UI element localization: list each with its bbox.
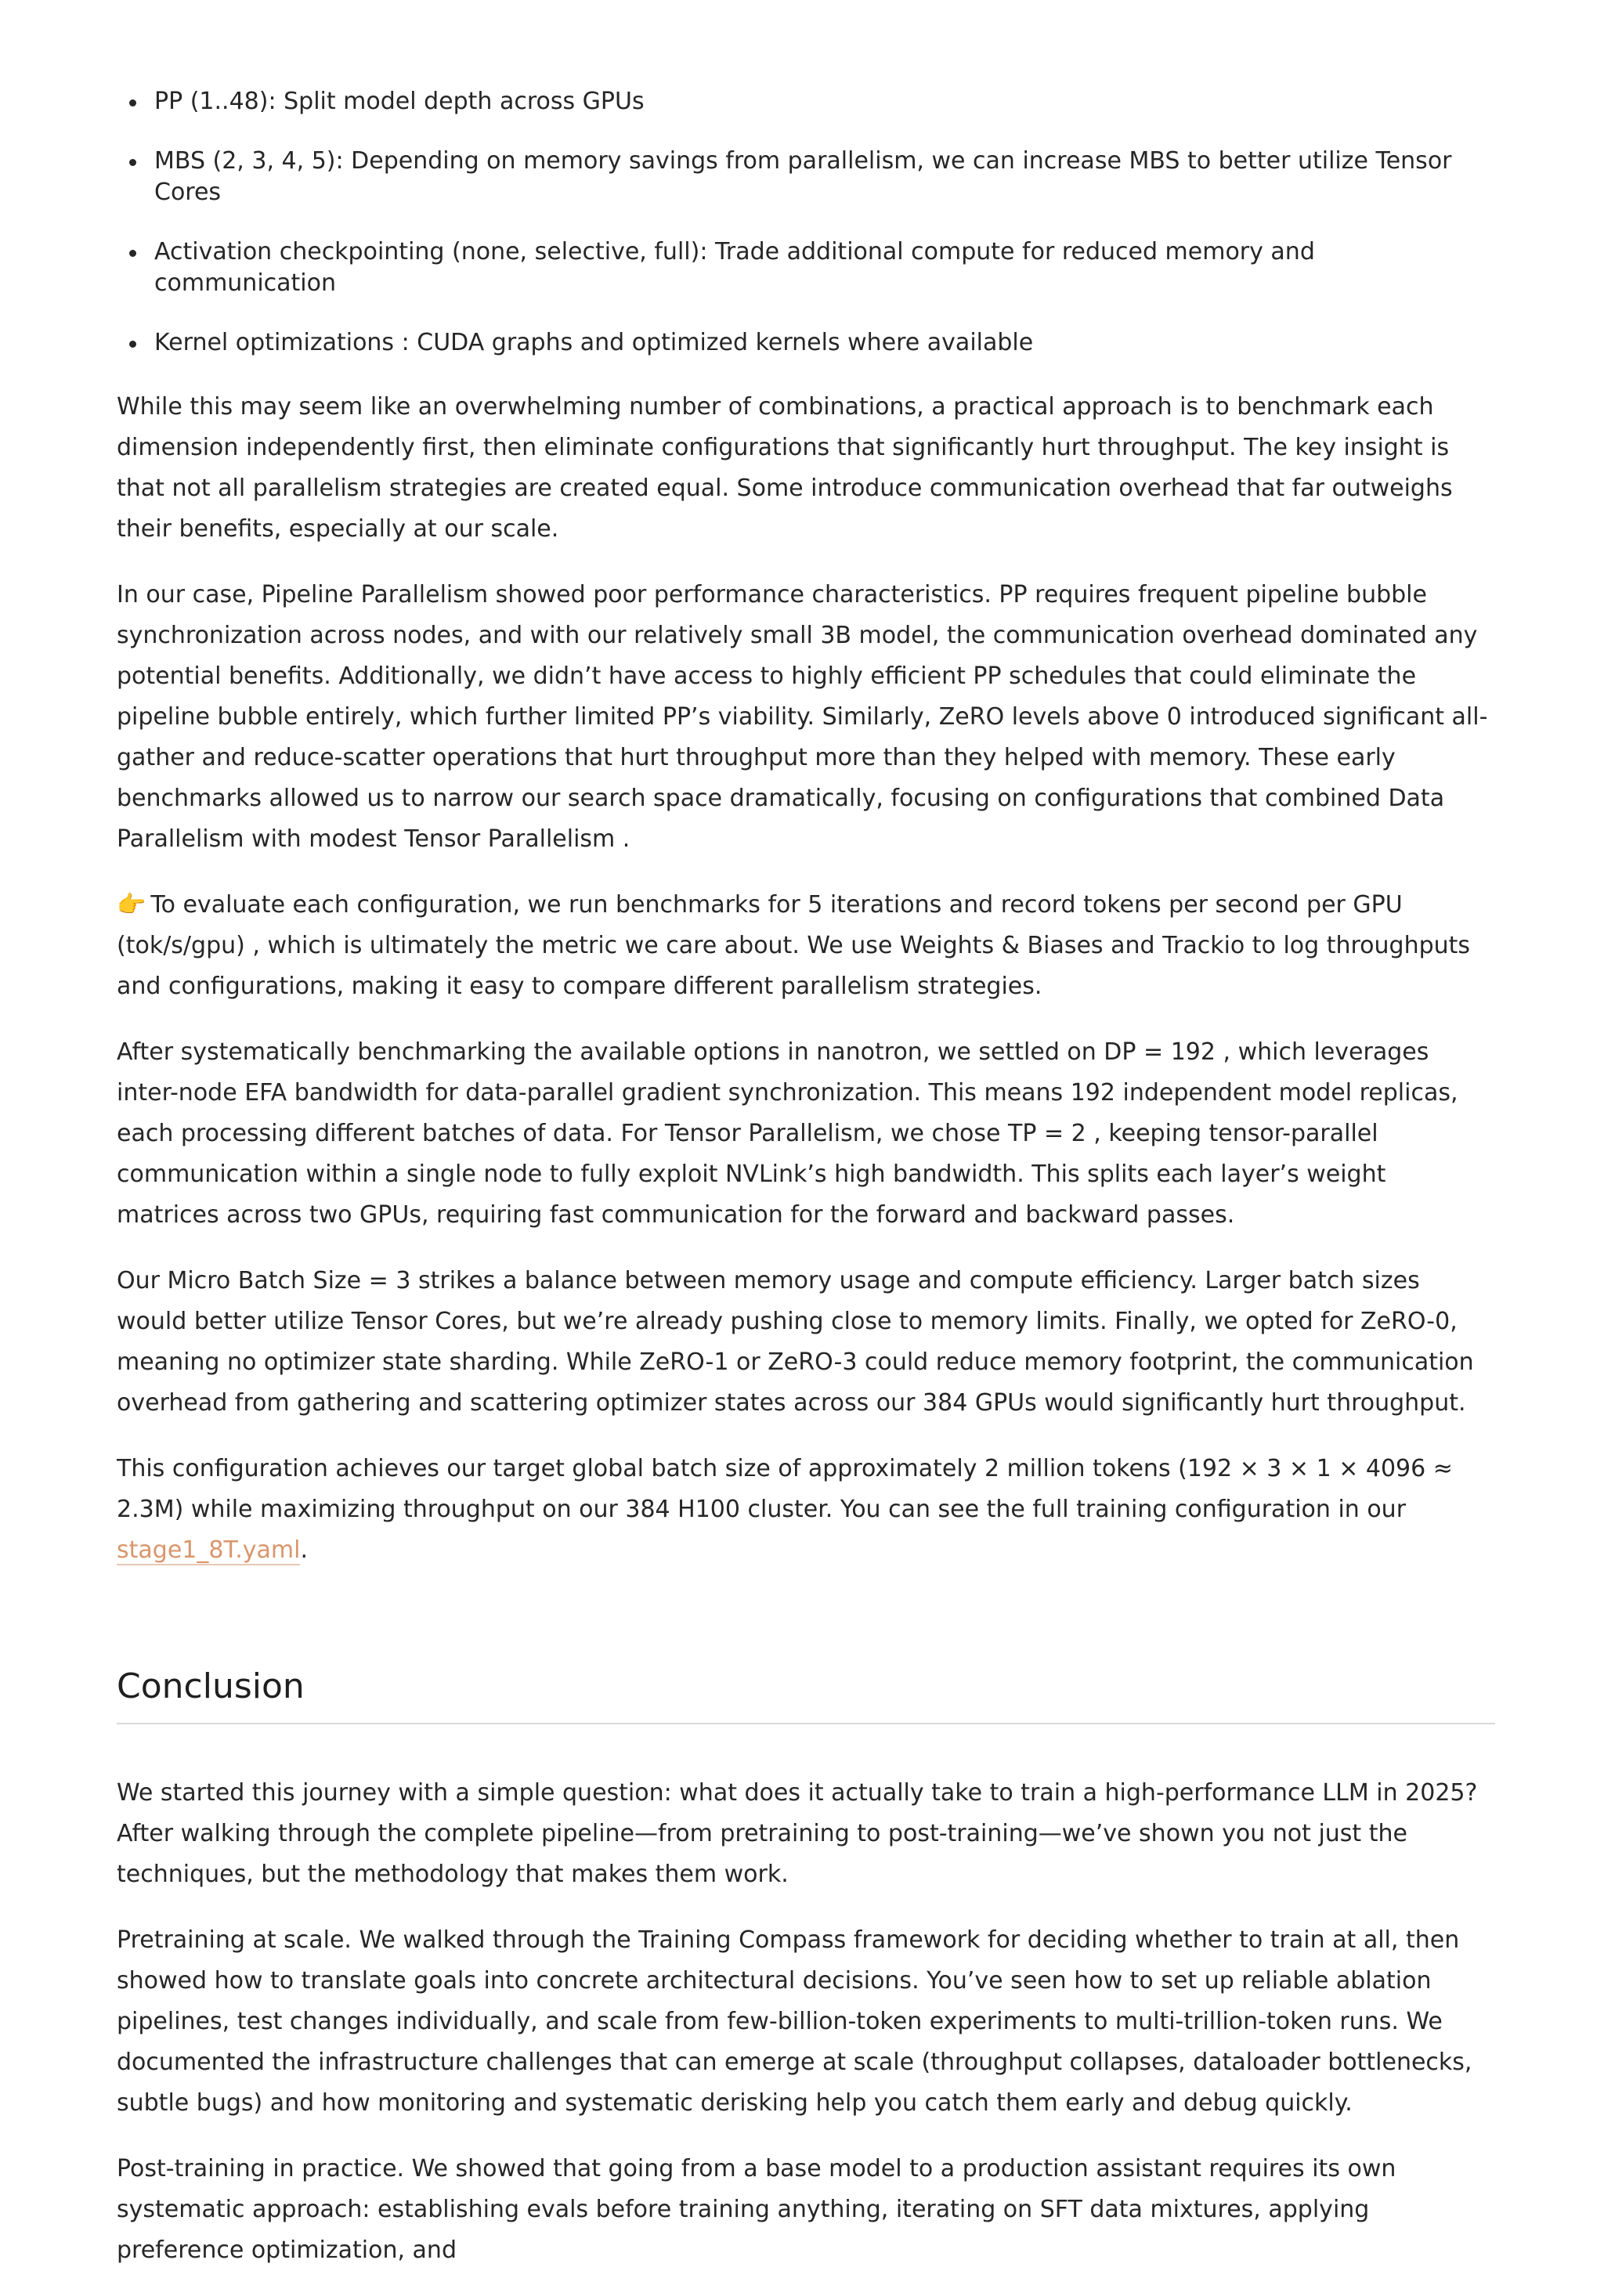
article-body <box>117 86 1495 2296</box>
paragraph-text: To evaluate each configuration, we run benchmarks for 5 iterations and record tokens per second per GPU (tok/s/gpu) , which is ultimately the metric we care about. We use Weights & Biases and Trackio to log throughputs and configurations, making it easy to compare different parallelism strategies. <box>117 891 1471 1000</box>
paragraph-end: . <box>300 1536 308 1564</box>
list-item: Activation checkpointing (none, selective, full): Trade additional compute for reduced memory and communication <box>117 236 1495 299</box>
paragraph-text: This configuration achieves our target global batch size of approximately 2 million tokens (192 × 3 × 1 × 4096 ≈ 2.3M) while maximizing throughput on our 384 H100 cluster. You can see the full training configuration in our <box>117 1455 1453 1523</box>
paragraph-micro-batch: Our Micro Batch Size = 3 strikes a balance between memory usage and compute efficiency. Larger batch sizes would better utilize Tensor Cores, but we’re already pushing close to memory limits. Finally, we opted for ZeRO-0, meaning no optimizer state sharding. While ZeRO-1 or ZeRO-3 could reduce memory footprint, the communication overhead from gathering and scattering optimizer states across our 384 GPUs would significantly hurt throughput. <box>117 1267 1474 1417</box>
pointing-hand-icon: 👉 <box>117 891 146 919</box>
paragraph-pretraining: Pretraining at scale. We walked through the Training Compass framework for deciding whether to train at all, then showed how to translate goals into concrete architectural decisions. You’ve seen how to set up reliable ablation pipelines, test changes individually, and scale from few-billion-token experiments to multi-trillion-token runs. We documented the infrastructure challenges that can emerge at scale (throughput collapses, dataloader bottlenecks, subtle bugs) and how monitoring and systematic derisking help you catch them early and debug quickly. <box>117 1926 1472 2117</box>
paragraph-dp-tp-choice: After systematically benchmarking the available options in nanotron, we settled on DP = 192 , which leverages inter-node EFA bandwidth for data-parallel gradient synchronization. This means 192 independent model replicas, each processing different batches of data. For Tensor Parallelism, we chose TP = 2 , keeping tensor-parallel communication within a single node to fully exploit NVLink’s high bandwidth. This splits each layer’s weight matrices across two GPUs, requiring fast communication for the forward and backward passes. <box>117 1038 1458 1229</box>
list-item: MBS (2, 3, 4, 5): Depending on memory savings from parallelism, we can increase MBS to better utilize Tensor Cores <box>117 146 1495 208</box>
section-heading-conclusion: Conclusion <box>117 1665 1495 1724</box>
config-file-link[interactable]: stage1_8T.yaml <box>117 1536 301 1564</box>
paragraph-benchmark-method <box>117 885 1495 1007</box>
parallelism-options-list <box>117 86 1495 359</box>
list-item: Kernel optimizations : CUDA graphs and optimized kernels where available <box>117 327 1495 359</box>
paragraph-pipeline-parallelism: In our case, Pipeline Parallelism showed poor performance characteristics. PP requires frequent pipeline bubble synchronization across nodes, and with our relatively small 3B model, the communication overhead dominated any potential benefits. Additionally, we didn’t have access to highly efficient PP schedules that could eliminate the pipeline bubble entirely, which further limited PP’s viability. Similarly, ZeRO levels above 0 introduced significant all-gather and reduce-scatter operations that hurt throughput more than they helped with memory. These early benchmarks allowed us to narrow our search space dramatically, focusing on configurations that combined Data Parallelism with modest Tensor Parallelism . <box>117 581 1488 853</box>
paragraph-configuration-summary <box>117 1449 1495 1571</box>
paragraph-post-training: Post-training in practice. We showed that going from a base model to a production assistant requires its own systematic approach: establishing evals before training anything, iterating on SFT data mixtures, applying preference optimization, and <box>117 2155 1396 2264</box>
list-item: PP (1..48): Split model depth across GPUs <box>117 86 1495 117</box>
paragraph-journey: We started this journey with a simple question: what does it actually take to train a high-performance LLM in 2025? After walking through the complete pipeline—from pretraining to post-training—we’ve shown you not just the techniques, but the methodology that makes them work. <box>117 1779 1478 1888</box>
paragraph-combinations: While this may seem like an overwhelming number of combinations, a practical approach is to benchmark each dimension independently first, then eliminate configurations that significantly hurt throughput. The key insight is that not all parallelism strategies are created equal. Some introduce communication overhead that far outweighs their benefits, especially at our scale. <box>117 393 1453 543</box>
